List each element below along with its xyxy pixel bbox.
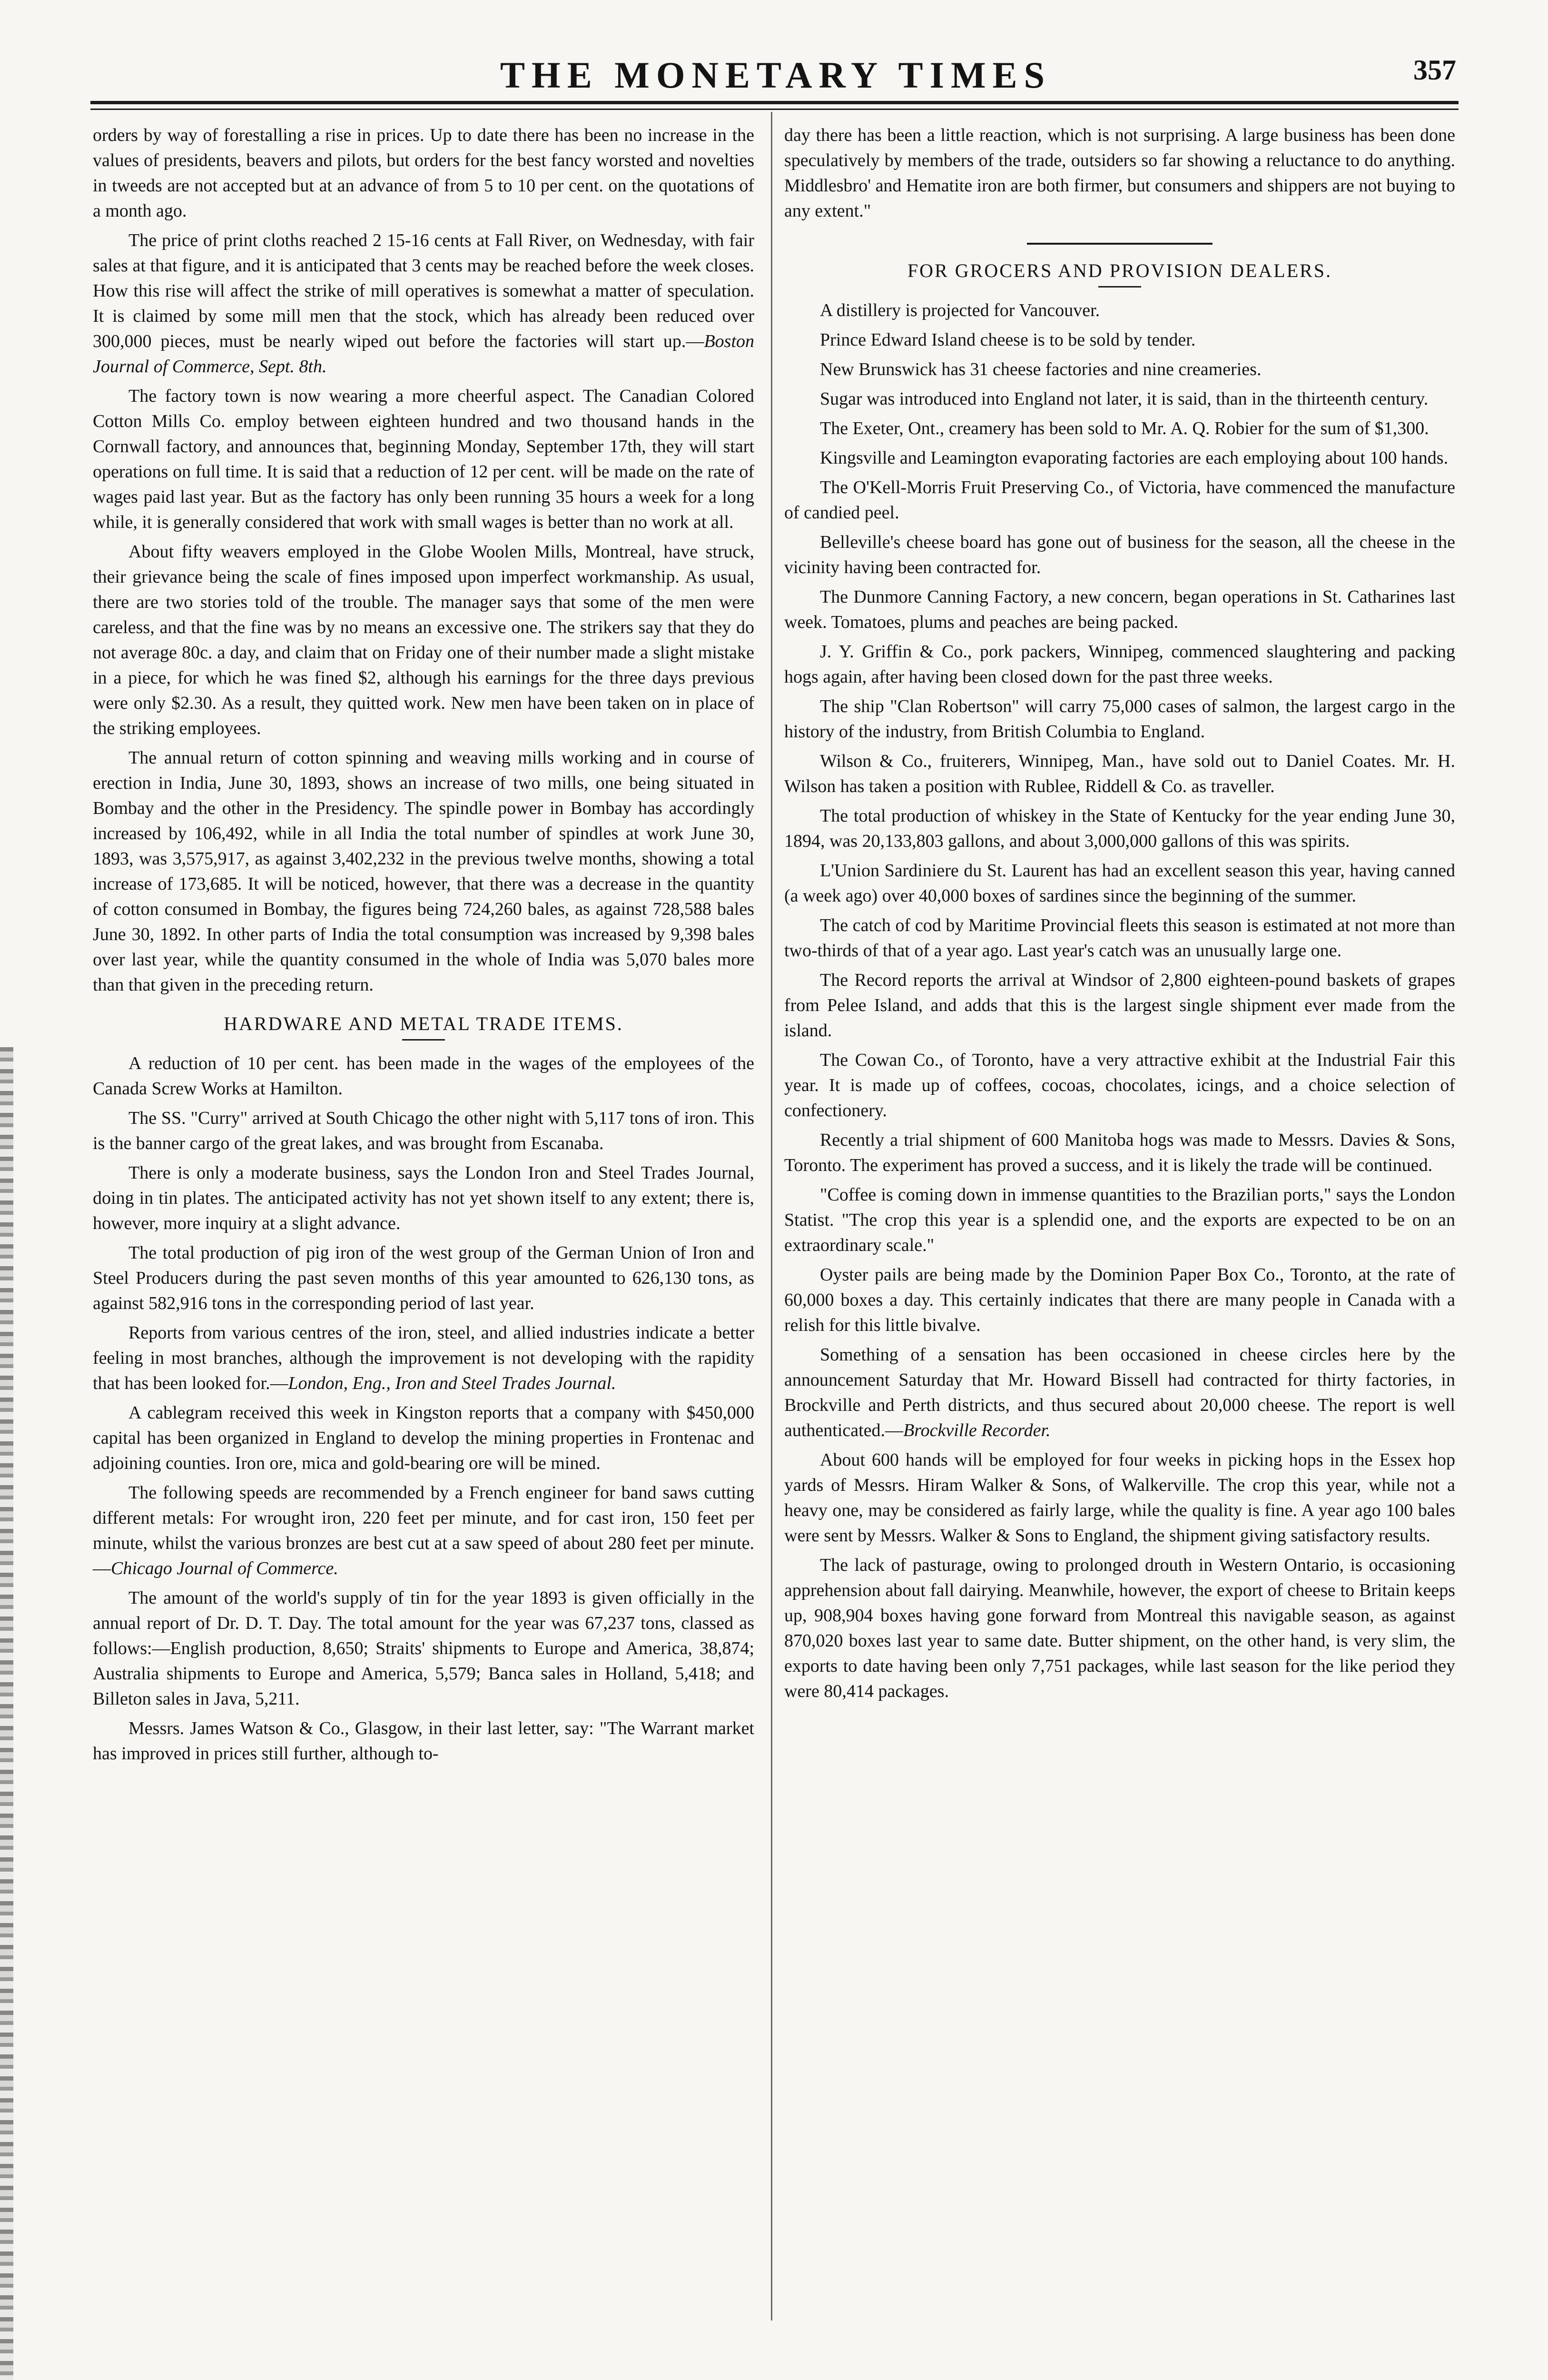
news-item: Sugar was introduced into England not later, it is said, than in the thirteenth century. xyxy=(820,389,1429,409)
paragraph-text: The price of print cloths reached 2 15-16 cents at Fall River, on Wednesday, with fair sales at that figure, and it is anticipated that 3 cents may be reached before the week closes. How this rise will affect the strike of mill operatives is somewhat a matter of speculation. It is claimed by some mill men that the stock, which has already been reduced over 300,000 pieces, must be nearly wiped out before the factories will start up.— xyxy=(93,230,754,351)
news-item: Belleville's cheese board has gone out of business for the season, all the cheese in the vicinity having been contracted for. xyxy=(784,532,1455,577)
section-heading-hardware: HARDWARE AND METAL TRADE ITEMS. xyxy=(224,1013,623,1034)
news-item: The Exeter, Ont., creamery has been sold to Mr. A. Q. Robier for the sum of $1,300. xyxy=(820,418,1429,438)
page-number: 357 xyxy=(1413,54,1456,86)
news-item: The SS. "Curry" arrived at South Chicago the other night with 5,117 tons of iron. This is the banner cargo of the great lakes, and was brought from Escanaba. xyxy=(93,1108,754,1153)
source-citation: Brockville Recorder. xyxy=(903,1420,1051,1440)
news-item: Messrs. James Watson & Co., Glasgow, in their last letter, say: "The Warrant market has improved in prices still further, although to- xyxy=(93,1718,754,1764)
news-item: A distillery is projected for Vancouver. xyxy=(820,300,1100,320)
news-item: Kingsville and Leamington evaporating factories are each employing about 100 hands. xyxy=(820,448,1449,468)
news-item xyxy=(93,1320,754,1396)
news-item: A cablegram received this week in Kingston reports that a company with $450,000 capital has been organized in England to develop the mining properties in Frontenac and adjoining counties. Iron ore, mica and gold-bearing ore will be mined. xyxy=(93,1403,754,1473)
article-paragraph: The factory town is now wearing a more cheerful aspect. The Canadian Colored Cotton Mills Co. employ between eighteen hundred and two thousand hands in the Cornwall factory, and announces that, beginning Monday, September 17th, they will start operations on full time. It is said that a reduction of 12 per cent. will be made on the rate of wages paid last year. But as the factory has only been running 35 hours a week for a long while, it is generally considered that work with small wages is better than no work at all. xyxy=(93,386,754,532)
paragraph-text: Something of a sensation has been occasioned in cheese circles here by the announcement Saturday that Mr. Howard Bissell had contracted for thirty factories, in Brockville and Perth districts, and thus secured about 20,000 cheese. The report is well authenticated.— xyxy=(784,1345,1455,1440)
section-separator xyxy=(1027,243,1213,245)
news-item: J. Y. Griffin & Co., pork packers, Winnipeg, commenced slaughtering and packing hogs again, after having been closed down for the past three weeks. xyxy=(784,642,1455,687)
article-paragraph: About fifty weavers employed in the Globe Woolen Mills, Montreal, have struck, their grievance being the scale of fines imposed upon imperfect workmanship. As usual, there are two stories told of the trouble. The manager says that some of the men were careless, and that the fine was by no means an excessive one. The strikers say that they do not average 80c. a day, and claim that on Friday one of their number made a slight mistake in a piece, for which he was fined $2, although his earnings for the three days previous were only $2.30. As a result, they quitted work. New men have been taken on in place of the striking employees. xyxy=(93,542,754,738)
news-item: Oyster pails are being made by the Dominion Paper Box Co., Toronto, at the rate of 60,000 boxes a day. This certainly indicates that there are many people in Canada with a relish for this little bivalve. xyxy=(784,1265,1455,1335)
masthead-rule-thick xyxy=(90,101,1459,104)
source-citation: London, Eng., Iron and Steel Trades Journal. xyxy=(288,1373,616,1393)
news-item: About 600 hands will be employed for four weeks in picking hops in the Essex hop yards of Messrs. Hiram Walker & Sons, of Walkerville. The crop this year, while not a heavy one, may be considered as fairly large, while the quality is fine. A year ago 100 bales were sent by Messrs. Walker & Sons to England, the shipment giving satisfactory results. xyxy=(784,1450,1455,1546)
news-item: The Record reports the arrival at Windsor of 2,800 eighteen-pound baskets of grapes from Pelee Island, and adds that this is the largest single shipment ever made from the island. xyxy=(784,970,1455,1041)
news-item: The O'Kell-Morris Fruit Preserving Co., of Victoria, have commenced the manufacture of candied peel. xyxy=(784,477,1455,523)
news-item: The ship "Clan Robertson" will carry 75,000 cases of salmon, the largest cargo in the history of the industry, from British Columbia to England. xyxy=(784,696,1455,742)
article-paragraph: day there has been a little reaction, which is not surprising. A large business has been done speculatively by members of the trade, outsiders so far showing a reluctance to do anything. Middlesbro' and Hematite iron are both firmer, but consumers and shippers are not buying to any extent." xyxy=(784,125,1455,221)
masthead-rule-thin xyxy=(90,109,1459,110)
news-item: A reduction of 10 per cent. has been made in the wages of the employees of the Canada Screw Works at Hamilton. xyxy=(93,1053,754,1099)
scan-edge-artifact xyxy=(0,1047,13,2380)
left-column xyxy=(93,123,754,1771)
paragraph-text: Reports from various centres of the iron, steel, and allied industries indicate a better feeling in most branches, although the improvement is not developing with the rapidity that has been looked for.— xyxy=(93,1323,754,1393)
news-item: The Dunmore Canning Factory, a new concern, began operations in St. Catharines last week. Tomatoes, plums and peaches are being packed. xyxy=(784,587,1455,632)
news-item: The lack of pasturage, owing to prolonged drouth in Western Ontario, is occasioning apprehension about fall dairying. Meanwhile, however, the export of cheese to Britain keeps up, 908,904 boxes having gone forward from Montreal this navigable season, as against 870,020 boxes last year to same date. Butter shipment, on the other hand, is very slim, the exports to date having been only 7,751 packages, while last season for the like period they were 80,414 packages. xyxy=(784,1555,1455,1701)
news-item: The catch of cod by Maritime Provincial fleets this season is estimated at not more than two-thirds of that of a year ago. Last year's catch was an unusually large one. xyxy=(784,915,1455,961)
heading-rule xyxy=(1098,286,1141,288)
news-item xyxy=(784,1342,1455,1443)
news-item: There is only a moderate business, says the London Iron and Steel Trades Journal, doing in tin plates. The anticipated activity has not yet shown itself to any extent; there is, however, more inquiry at a slight advance. xyxy=(93,1163,754,1233)
news-item: The total production of whiskey in the State of Kentucky for the year ending June 30, 1894, was 20,133,803 gallons, and about 3,000,000 gallons of this was spirits. xyxy=(784,806,1455,851)
news-item: New Brunswick has 31 cheese factories and nine creameries. xyxy=(820,359,1262,379)
news-item: Recently a trial shipment of 600 Manitoba hogs was made to Messrs. Davies & Sons, Toronto. The experiment has proved a success, and it is likely the trade will be continued. xyxy=(784,1130,1455,1175)
news-item: Prince Edward Island cheese is to be sold by tender. xyxy=(820,330,1196,350)
news-item: The amount of the world's supply of tin for the year 1893 is given officially in the annual report of Dr. D. T. Day. The total amount for the year was 67,237 tons, classed as follows:—English production, 8,650; Straits' shipments to Europe and America, 38,874; Australia shipments to Europe and America, 5,579; Banca sales in Holland, 5,418; and Billeton sales in Java, 5,211. xyxy=(93,1588,754,1709)
source-citation: Boston Journal of Commerce, Sept. 8th. xyxy=(93,331,754,377)
news-item: L'Union Sardiniere du St. Laurent has had an excellent season this year, having canned (a week ago) over 40,000 boxes of sardines since the beginning of the summer. xyxy=(784,861,1455,906)
news-item: Wilson & Co., fruiterers, Winnipeg, Man., have sold out to Daniel Coates. Mr. H. Wilson has taken a position with Rublee, Riddell & Co. as traveller. xyxy=(784,751,1455,796)
right-column xyxy=(784,123,1455,1708)
heading-rule xyxy=(402,1039,445,1041)
paragraph-text: The following speeds are recommended by a French engineer for band saws cutting different metals: For wrought iron, 220 feet per minute, and for cast iron, 150 feet per minute, whilst the various bronzes are best cut at a saw speed of about 280 feet per minute.— xyxy=(93,1483,754,1578)
article-paragraph xyxy=(93,228,754,379)
news-item: The Cowan Co., of Toronto, have a very attractive exhibit at the Industrial Fair this year. It is made up of coffees, cocoas, chocolates, icings, and a choice selection of confectionery. xyxy=(784,1050,1455,1121)
source-citation: Chicago Journal of Commerce. xyxy=(111,1558,338,1578)
news-item: "Coffee is coming down in immense quantities to the Brazilian ports," says the London Statist. "The crop this year is a splendid one, and the exports are expected to be on an extraordinary scale." xyxy=(784,1185,1455,1255)
publication-title: THE MONETARY TIMES xyxy=(500,54,1051,96)
news-item: The total production of pig iron of the west group of the German Union of Iron and Steel Producers during the past seven months of this year amounted to 626,130 tons, as against 582,916 tons in the corresponding period of last year. xyxy=(93,1243,754,1313)
column-divider xyxy=(771,112,772,2320)
masthead xyxy=(95,45,1456,98)
section-heading-grocers: FOR GROCERS AND PROVISION DEALERS. xyxy=(907,260,1332,281)
article-paragraph: orders by way of forestalling a rise in prices. Up to date there has been no increase in the values of presidents, beavers and pilots, but orders for the best fancy worsted and novelties in tweeds are not accepted but at an advance of from 5 to 10 per cent. on the quotations of a month ago. xyxy=(93,125,754,221)
news-item xyxy=(93,1480,754,1581)
article-paragraph: The annual return of cotton spinning and weaving mills working and in course of erection in India, June 30, 1893, shows an increase of two mills, one being situated in Bombay and the other in the Presidency. The spindle power in Bombay has accordingly increased by 106,492, while in all India the total number of spindles at work June 30, 1893, was 3,575,917, as against 3,402,232 in the previous twelve months, showing a total increase of 173,685. It will be noticed, however, that there was a decrease in the quantity of cotton consumed in Bombay, the figures being 724,260 bales, as against 728,588 bales June 30, 1892. In other parts of India the total consumption was increased by 9,398 bales over last year, while the quantity consumed in the whole of India was 5,070 bales more than that given in the preceding return. xyxy=(93,748,754,995)
